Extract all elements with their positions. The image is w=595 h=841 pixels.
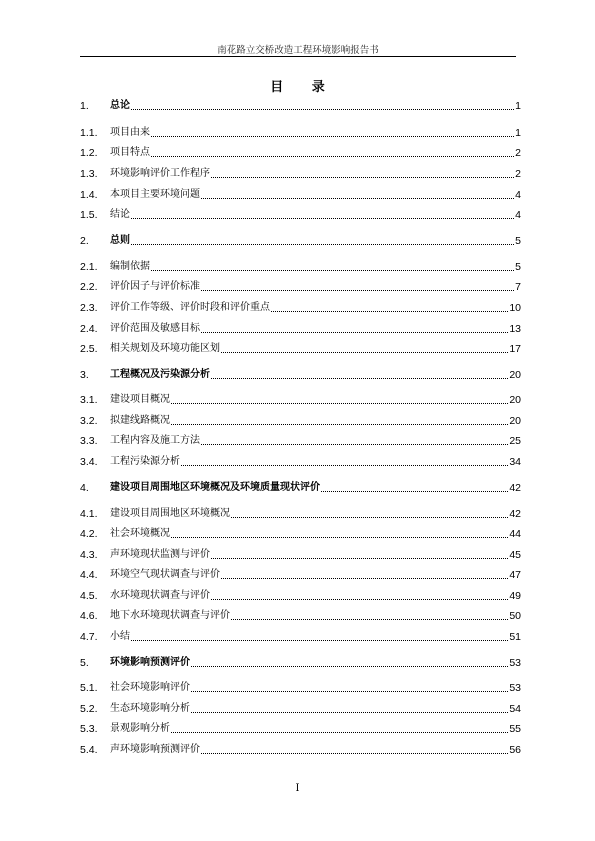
toc-entry-page: 4 (515, 189, 521, 201)
toc-entry-label: 总则 (110, 235, 130, 246)
toc-entry[interactable] (80, 546, 521, 562)
toc-entry-page: 17 (509, 343, 521, 355)
toc-entry-page: 49 (509, 590, 521, 602)
dot-leader (151, 136, 514, 137)
toc-entry[interactable] (80, 587, 521, 603)
toc-entry-page: 20 (509, 369, 521, 381)
toc-entry[interactable] (80, 720, 521, 736)
toc-entry-label: 工程概况及污染源分析 (110, 369, 210, 380)
toc-entry-number: 5.2. (80, 703, 98, 715)
page-number: I (295, 783, 300, 794)
toc-entry-number: 5.3. (80, 723, 98, 735)
toc-entry-number: 3.4. (80, 456, 98, 468)
toc-entry-number: 2.4. (80, 323, 98, 335)
toc-entry-label: 评价因子与评价标准 (110, 281, 200, 292)
toc-entry-number: 1.1. (80, 127, 98, 139)
toc-entry-page: 10 (509, 302, 521, 314)
toc-entry-label: 工程污染源分析 (110, 456, 180, 467)
toc-entry-number: 1.5. (80, 209, 98, 221)
dot-leader (201, 332, 508, 333)
toc-entry-label: 建设项目周围地区环境概况 (110, 508, 230, 519)
toc-entry-number: 4.1. (80, 508, 98, 520)
toc-entry-page: 53 (509, 657, 521, 669)
toc-entry-page: 4 (515, 209, 521, 221)
dot-leader (171, 732, 508, 733)
toc-entry[interactable] (80, 278, 521, 294)
dot-leader (131, 109, 514, 110)
toc-entry-page: 2 (515, 147, 521, 159)
dot-leader (201, 444, 508, 445)
toc-entry-label: 编制依据 (110, 261, 150, 272)
toc-entry-number: 2.1. (80, 261, 98, 273)
dot-leader (151, 156, 514, 157)
toc-entry-label: 水环境现状调查与评价 (110, 590, 210, 601)
toc-entry-number: 2.3. (80, 302, 98, 314)
toc-entry[interactable] (80, 741, 521, 757)
toc-entry-label: 声环境现状监测与评价 (110, 549, 210, 560)
dot-leader (171, 537, 508, 538)
toc-entry-label: 环境影响预测评价 (110, 657, 190, 668)
toc-entry-label: 评价范围及敏感目标 (110, 323, 200, 334)
toc-entry-label: 本项目主要环境问题 (110, 189, 200, 200)
toc-entry-label: 总论 (110, 100, 130, 111)
toc-entry-number: 1.4. (80, 189, 98, 201)
dot-leader (191, 712, 508, 713)
toc-entry[interactable] (80, 391, 521, 407)
toc-entry-page: 54 (509, 703, 521, 715)
toc-entry[interactable] (80, 654, 521, 670)
toc-entry-number: 1.2. (80, 147, 98, 159)
toc-entry-page: 44 (509, 528, 521, 540)
dot-leader (211, 558, 508, 559)
toc-entry-label: 相关规划及环境功能区划 (110, 343, 220, 354)
toc-entry[interactable] (80, 628, 521, 644)
toc-entry-number: 4.6. (80, 610, 98, 622)
dot-leader (131, 218, 514, 219)
toc-entry-label: 小结 (110, 631, 130, 642)
toc-entry-label: 地下水环境现状调查与评价 (110, 610, 230, 621)
toc-entry-number: 4.4. (80, 569, 98, 581)
toc-entry[interactable] (80, 97, 521, 113)
toc-entry-number: 1.3. (80, 168, 98, 180)
toc-entry-label: 评价工作等级、评价时段和评价重点 (110, 302, 270, 313)
toc-entry-number: 4.3. (80, 549, 98, 561)
toc-entry[interactable] (80, 232, 521, 248)
toc-entry[interactable] (80, 479, 521, 495)
dot-leader (191, 691, 508, 692)
toc-entry-page: 20 (509, 415, 521, 427)
dot-leader (181, 465, 508, 466)
toc-entry-label: 社会环境影响评价 (110, 682, 190, 693)
toc-entry[interactable] (80, 700, 521, 716)
toc-entry-label: 项目由来 (110, 127, 150, 138)
toc-entry[interactable] (80, 299, 521, 315)
toc-entry-page: 50 (509, 610, 521, 622)
toc-entry[interactable] (80, 144, 521, 160)
running-header: 南花路立交桥改造工程环境影响报告书 (217, 45, 379, 56)
toc-entry-label: 拟建线路概况 (110, 415, 170, 426)
toc-entry-number: 2.2. (80, 281, 98, 293)
toc-entry[interactable] (80, 525, 521, 541)
toc-entry-page: 1 (515, 100, 521, 112)
dot-leader (201, 753, 508, 754)
toc-entry[interactable] (80, 186, 521, 202)
toc-entry-number: 3.2. (80, 415, 98, 427)
toc-entry-number: 3.1. (80, 394, 98, 406)
toc-entry-number: 4.7. (80, 631, 98, 643)
dot-leader (171, 403, 508, 404)
toc-entry-page: 5 (515, 235, 521, 247)
header-rule (80, 56, 516, 57)
toc-entry[interactable] (80, 607, 521, 623)
dot-leader (171, 424, 508, 425)
toc-entry-page: 47 (509, 569, 521, 581)
toc-entry-label: 项目特点 (110, 147, 150, 158)
dot-leader (231, 619, 508, 620)
dot-leader (221, 578, 508, 579)
toc-entry[interactable] (80, 366, 521, 382)
toc-entry-label: 环境影响评价工作程序 (110, 168, 210, 179)
toc-entry[interactable] (80, 432, 521, 448)
toc-entry-label: 结论 (110, 209, 130, 220)
toc-entry[interactable] (80, 165, 521, 181)
dot-leader (201, 198, 514, 199)
dot-leader (271, 311, 508, 312)
toc-entry-number: 3. (80, 369, 89, 381)
toc-entry-page: 45 (509, 549, 521, 561)
toc-entry-page: 53 (509, 682, 521, 694)
toc-entry-number: 1. (80, 100, 89, 112)
dot-leader (131, 244, 514, 245)
toc-entry-page: 13 (509, 323, 521, 335)
toc-entry-number: 4.2. (80, 528, 98, 540)
toc-entry[interactable] (80, 206, 521, 222)
toc-entry[interactable] (80, 258, 521, 274)
toc-entry-label: 生态环境影响分析 (110, 703, 190, 714)
toc-entry-number: 5.1. (80, 682, 98, 694)
toc-title: 目 录 (270, 80, 337, 95)
toc-entry[interactable] (80, 679, 521, 695)
toc-entry-number: 2.5. (80, 343, 98, 355)
toc-entry-label: 环境空气现状调查与评价 (110, 569, 220, 580)
toc-entry-label: 建设项目周围地区环境概况及环境质量现状评价 (110, 482, 320, 493)
toc-entry-page: 25 (509, 435, 521, 447)
toc-entry[interactable] (80, 566, 521, 582)
toc-entry[interactable] (80, 412, 521, 428)
toc-entry[interactable] (80, 124, 521, 140)
toc-entry-page: 42 (509, 482, 521, 494)
toc-entry[interactable] (80, 340, 521, 356)
toc-entry-number: 4.5. (80, 590, 98, 602)
toc-entry-page: 42 (509, 508, 521, 520)
toc-entry-page: 56 (509, 744, 521, 756)
dot-leader (321, 491, 508, 492)
dot-leader (221, 352, 508, 353)
dot-leader (201, 290, 514, 291)
dot-leader (211, 599, 508, 600)
toc-entry-page: 34 (509, 456, 521, 468)
dot-leader (211, 177, 514, 178)
toc-entry-number: 5.4. (80, 744, 98, 756)
toc-entry[interactable] (80, 320, 521, 336)
dot-leader (191, 666, 508, 667)
toc-entry-label: 建设项目概况 (110, 394, 170, 405)
toc-entry-label: 工程内容及施工方法 (110, 435, 200, 446)
toc-entry-label: 景观影响分析 (110, 723, 170, 734)
toc-entry-label: 声环境影响预测评价 (110, 744, 200, 755)
toc-entry-page: 55 (509, 723, 521, 735)
dot-leader (211, 378, 508, 379)
toc-entry-number: 2. (80, 235, 89, 247)
toc-entry-page: 5 (515, 261, 521, 273)
toc-entry-page: 2 (515, 168, 521, 180)
toc-entry-page: 7 (515, 281, 521, 293)
toc-entry-number: 3.3. (80, 435, 98, 447)
toc-entry-page: 1 (515, 127, 521, 139)
toc-entry-number: 5. (80, 657, 89, 669)
dot-leader (231, 517, 508, 518)
dot-leader (131, 640, 508, 641)
toc-entry-number: 4. (80, 482, 89, 494)
toc-entry-label: 社会环境概况 (110, 528, 170, 539)
toc-entry[interactable] (80, 453, 521, 469)
dot-leader (151, 270, 514, 271)
toc-entry[interactable] (80, 505, 521, 521)
toc-entry-page: 51 (509, 631, 521, 643)
toc-entry-page: 20 (509, 394, 521, 406)
